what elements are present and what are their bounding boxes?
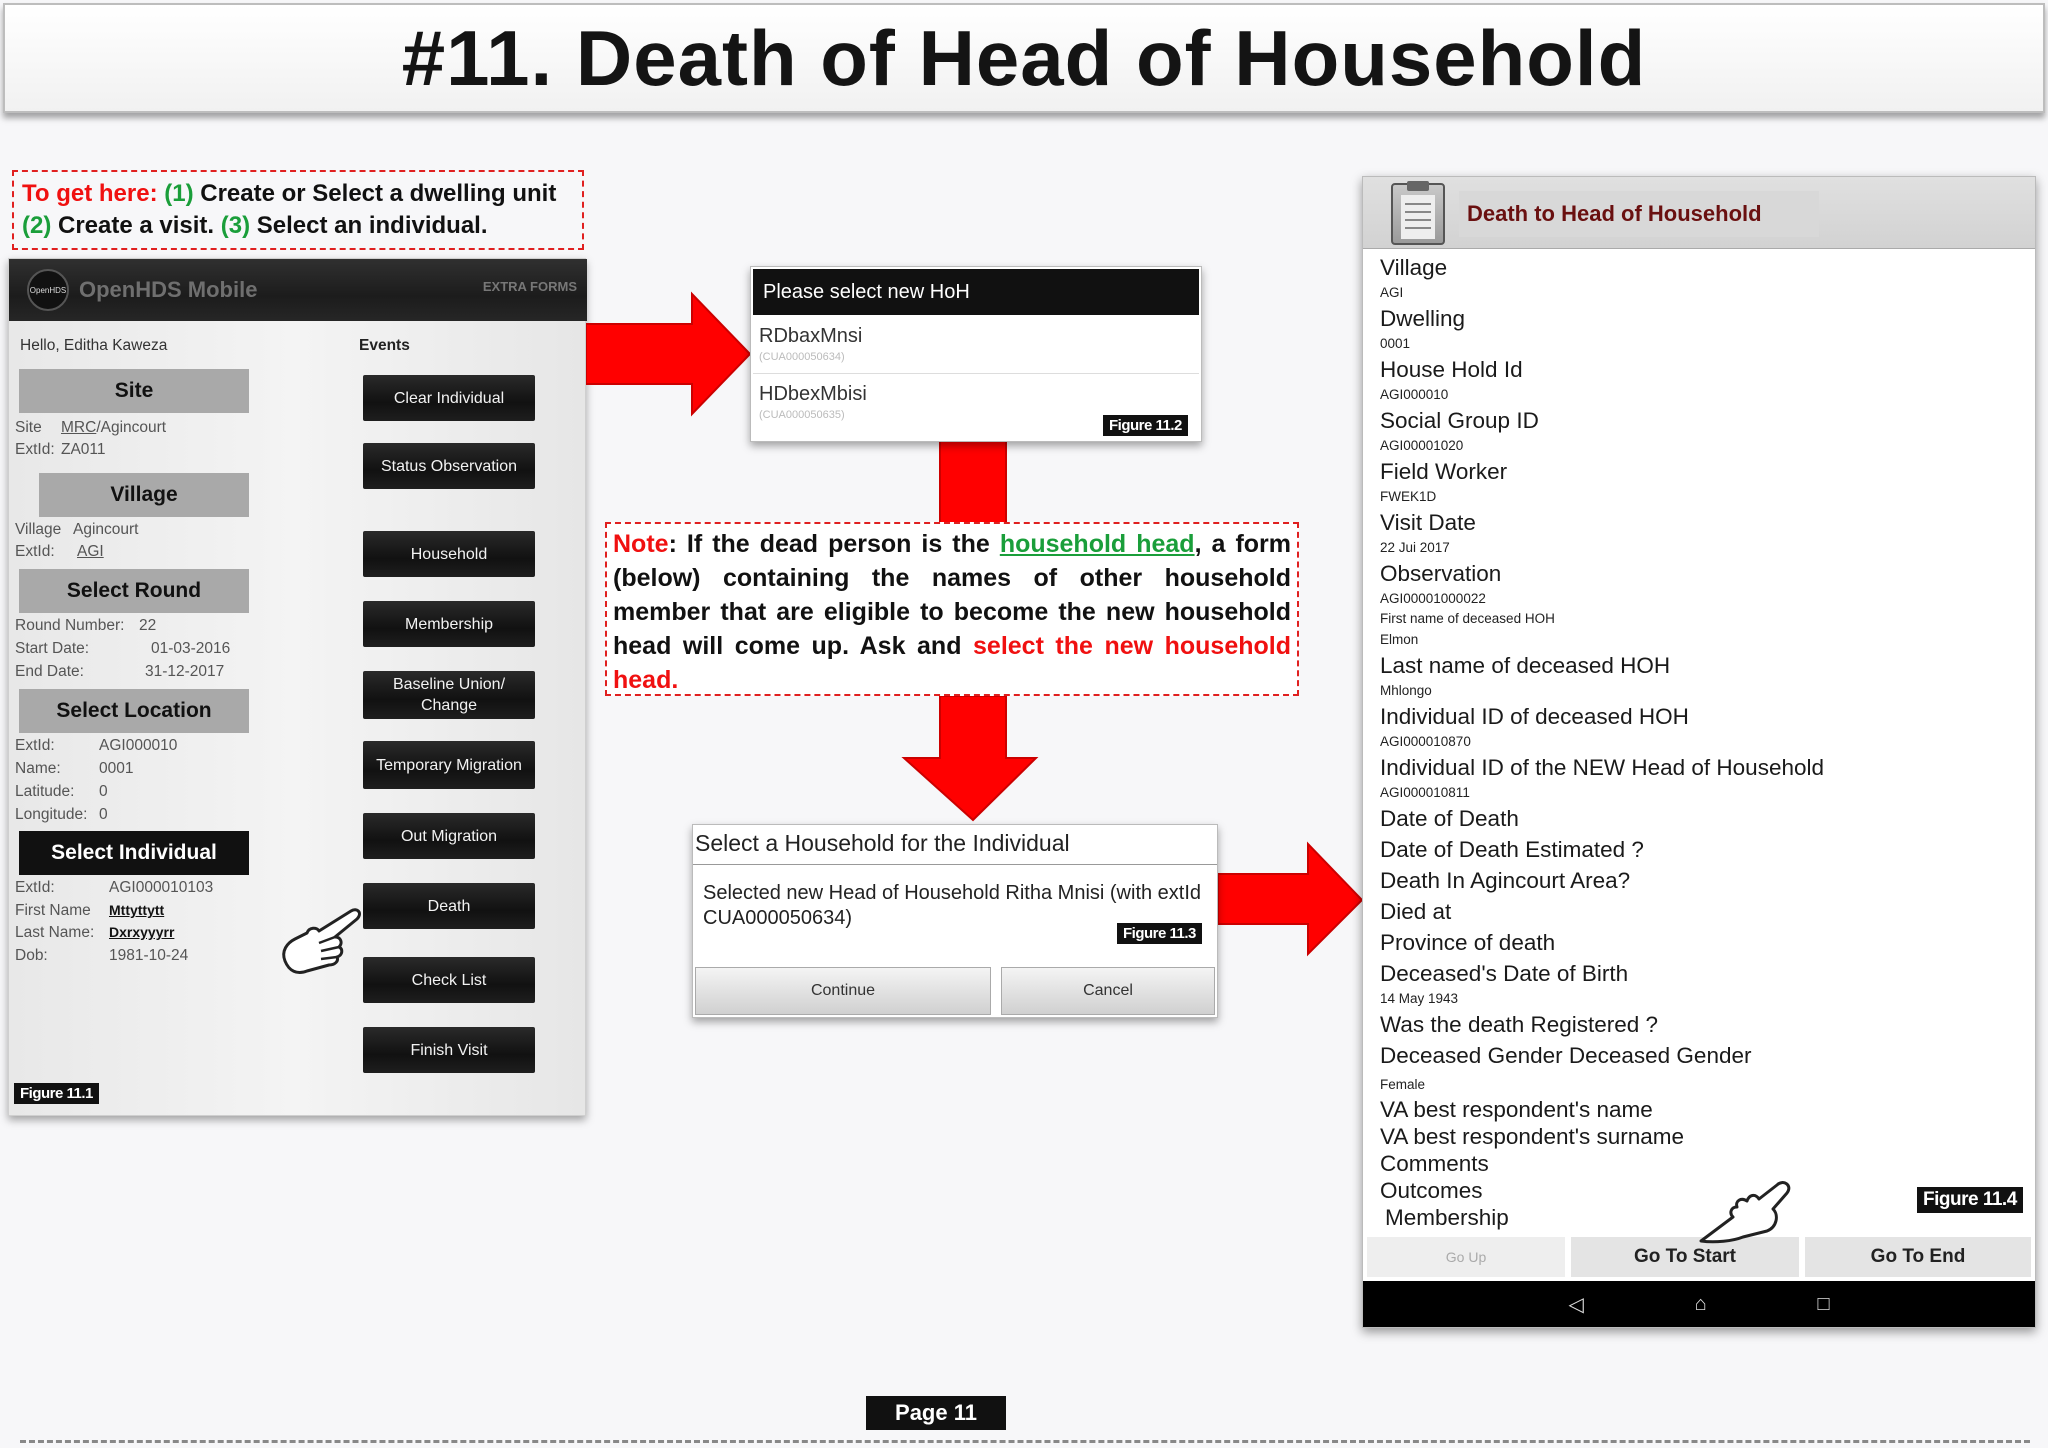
step-number: (2): [22, 212, 52, 239]
field-label: Social Group ID: [1380, 408, 1539, 433]
last-name-row: [15, 924, 175, 942]
cancel-button[interactable]: Cancel: [1001, 967, 1215, 1015]
finish-visit-button[interactable]: Finish Visit: [363, 1027, 535, 1073]
field-value: AGI: [1380, 285, 1404, 300]
back-icon[interactable]: ◁: [1568, 1293, 1584, 1316]
field-value: AGI000010870: [1380, 734, 1471, 749]
site-value-a: MRC: [61, 419, 97, 436]
village-extid-value: AGI: [77, 543, 104, 560]
round-number-label: Round Number:: [15, 617, 125, 634]
select-location-button[interactable]: Select Location: [19, 689, 249, 733]
start-date-value: 01-03-2016: [151, 640, 231, 657]
hoh-option-extid: (CUA000050635): [759, 409, 845, 421]
individual-extid-value: AGI000010103: [109, 879, 214, 896]
site-extid-value: ZA011: [61, 441, 106, 458]
individual-extid-row: [15, 879, 214, 897]
village-row: [15, 521, 139, 539]
dob-label: Dob:: [15, 947, 48, 964]
figure-label: Figure 11.2: [1103, 415, 1188, 436]
latitude-value: 0: [99, 783, 108, 800]
field-label: VA best respondent's name: [1380, 1097, 1653, 1122]
arrow-right-icon: [1218, 840, 1364, 958]
round-number-value: 22: [139, 617, 157, 634]
field-value: AGI00001020: [1380, 438, 1464, 453]
latitude-row: [15, 783, 108, 801]
field-label: Date of Death: [1380, 806, 1519, 831]
field-label: Village: [1380, 255, 1448, 280]
select-individual-button[interactable]: Select Individual: [19, 831, 249, 875]
step-text: Create or Select a dwelling unit: [193, 180, 557, 207]
note-box: [605, 522, 1299, 696]
location-name-label: Name:: [15, 760, 61, 777]
figure-11-3-dialog: [692, 824, 1218, 1018]
page-title: #11. Death of Head of Household: [401, 13, 1647, 102]
site-button[interactable]: Site: [19, 369, 249, 413]
form-title: Death to Head of Household: [1459, 191, 1819, 237]
first-name-label: First Name: [15, 902, 91, 919]
instructions-box: [12, 170, 584, 250]
field-label: Deceased Gender Deceased Gender: [1380, 1043, 1752, 1068]
instructions-prefix: To get here:: [22, 180, 158, 207]
dob-row: [15, 947, 189, 965]
step-number: (3): [220, 212, 251, 239]
status-observation-button[interactable]: Status Observation: [363, 443, 535, 489]
check-list-button[interactable]: Check List: [363, 957, 535, 1003]
baseline-union-change-button[interactable]: Baseline Union/ Change: [363, 671, 535, 719]
figure-label: Figure 11.3: [1117, 923, 1202, 944]
note-text: : If the dead person is the: [668, 530, 1000, 558]
figure-label: Figure 11.4: [1917, 1187, 2023, 1213]
arrow-right-icon: [586, 290, 752, 420]
go-to-end-button[interactable]: Go To End: [1805, 1237, 2031, 1277]
death-button[interactable]: Death: [363, 883, 535, 929]
page-number: Page 11: [866, 1396, 1006, 1430]
dob-value: 1981-10-24: [109, 947, 189, 964]
field-value: AGI000010811: [1380, 785, 1470, 800]
note-text: , a form (below) containing the names of other household member that are eligible to become the new household head will come up. Ask and: [613, 530, 1291, 660]
field-label: Died at: [1380, 899, 1452, 924]
latitude-label: Latitude:: [15, 783, 75, 800]
footer-divider: [20, 1440, 2030, 1443]
step-text: Create a visit.: [51, 212, 221, 239]
location-name-value: 0001: [99, 760, 134, 777]
extra-forms-button[interactable]: EXTRA FORMS: [482, 279, 577, 294]
field-label: Outcomes: [1380, 1178, 1483, 1203]
field-label: Visit Date: [1380, 510, 1476, 535]
field-label: Deceased's Date of Birth: [1380, 961, 1629, 986]
membership-button[interactable]: Membership: [363, 601, 535, 647]
field-label: Observation: [1380, 561, 1502, 586]
pointing-hand-icon: [1693, 1171, 1797, 1247]
field-label: VA best respondent's surname: [1380, 1124, 1685, 1149]
connector-bar-icon: [900, 438, 1050, 524]
longitude-value: 0: [99, 806, 108, 823]
individual-extid-label: ExtId:: [15, 879, 55, 896]
household-head-link: household head: [999, 530, 1195, 558]
step-text: Select an individual.: [250, 212, 488, 239]
round-number-row: [15, 617, 157, 635]
divider: [753, 373, 1199, 374]
site-extid-row: [15, 441, 106, 459]
first-name-value: Mttyttytt: [109, 902, 165, 918]
title-banner: [3, 3, 2045, 113]
location-extid-label: ExtId:: [15, 737, 55, 754]
longitude-row: [15, 806, 108, 824]
village-extid-label: ExtId:: [15, 543, 55, 560]
location-name-row: [15, 760, 134, 778]
field-label: Field Worker: [1380, 459, 1508, 484]
hoh-option[interactable]: HDbexMbisi: [759, 383, 867, 405]
dialog-message: Selected new Head of Household Ritha Mnisi (with extId CUA000050634): [703, 882, 1202, 929]
site-label: Site: [15, 419, 42, 436]
field-label: Death In Agincourt Area?: [1380, 868, 1631, 893]
field-value: 0001: [1380, 336, 1411, 351]
app-logo: OpenHDS: [27, 269, 69, 311]
home-icon[interactable]: ⌂: [1694, 1292, 1707, 1315]
start-date-row: [15, 640, 231, 658]
last-name-value: Dxrxyyyrr: [109, 924, 175, 940]
end-date-value: 31-12-2017: [145, 663, 225, 680]
note-label: Note: [613, 530, 669, 558]
field-label: Individual ID of deceased HOH: [1380, 704, 1689, 729]
pointing-hand-icon: [277, 899, 377, 979]
field-label: Comments: [1380, 1151, 1489, 1176]
site-value-b: /Agincourt: [96, 419, 167, 436]
field-label: Membership: [1385, 1205, 1509, 1230]
field-value: 14 May 1943: [1380, 991, 1459, 1006]
figure-label: Figure 11.1: [14, 1083, 99, 1104]
field-value: Elmon: [1380, 632, 1419, 647]
figure-11-4-form: [1362, 176, 2036, 1328]
note-highlight: select the new household head.: [613, 632, 1291, 694]
last-name-label: Last Name:: [15, 924, 95, 941]
location-extid-value: AGI000010: [99, 737, 178, 754]
field-label: Last name of deceased HOH: [1380, 653, 1671, 678]
field-value: Female: [1380, 1077, 1426, 1092]
clipboard-icon: [1391, 183, 1445, 245]
step-number: (1): [164, 180, 194, 207]
app-title: OpenHDS Mobile: [79, 277, 258, 302]
field-value: AGI00001000022: [1380, 591, 1486, 606]
select-round-button[interactable]: Select Round: [19, 569, 249, 613]
field-label: Was the death Registered ?: [1380, 1012, 1659, 1037]
end-date-label: End Date:: [15, 663, 84, 680]
android-nav-bar: [1363, 1281, 2035, 1327]
clear-individual-button[interactable]: Clear Individual: [363, 375, 535, 421]
figure-11-1-screen: [8, 258, 586, 1116]
field-label: First name of deceased HOH: [1380, 611, 1555, 626]
dialog-header: Select a Household for the Individual: [693, 825, 1217, 865]
arrow-down-icon: [900, 696, 1040, 822]
go-up-button[interactable]: Go Up: [1367, 1237, 1565, 1277]
hoh-option-extid: (CUA000050634): [759, 351, 845, 363]
field-label: Province of death: [1380, 930, 1556, 955]
form-header-bar: [1363, 177, 2035, 249]
go-to-start-button[interactable]: Go To Start: [1571, 1237, 1799, 1277]
field-label: Date of Death Estimated ?: [1380, 837, 1644, 862]
continue-button[interactable]: Continue: [695, 967, 991, 1015]
first-name-row: [15, 902, 165, 920]
greeting: Hello, Editha Kaweza: [20, 337, 168, 354]
start-date-label: Start Date:: [15, 640, 90, 657]
end-date-row: [15, 663, 225, 681]
app-bar: [9, 259, 587, 321]
dialog-header: Please select new HoH: [753, 269, 1199, 315]
site-row: [15, 419, 167, 437]
field-value: Mhlongo: [1380, 683, 1432, 698]
recent-apps-icon[interactable]: □: [1817, 1292, 1830, 1315]
household-button[interactable]: Household: [363, 531, 535, 577]
location-extid-row: [15, 737, 178, 755]
field-value: AGI000010: [1380, 387, 1449, 402]
site-extid-label: ExtId:: [15, 441, 55, 458]
village-button[interactable]: Village: [39, 473, 249, 517]
hoh-option[interactable]: RDbaxMnsi: [759, 325, 863, 347]
temporary-migration-button[interactable]: Temporary Migration: [363, 741, 535, 789]
field-label: Individual ID of the NEW Head of Household: [1380, 755, 1824, 780]
field-value: 22 Jui 2017: [1380, 540, 1450, 555]
events-label: Events: [359, 337, 410, 354]
field-label: House Hold Id: [1380, 357, 1523, 382]
figure-11-2-dialog: [750, 266, 1202, 442]
village-label: Village: [15, 521, 62, 538]
village-value: Agincourt: [73, 521, 139, 538]
out-migration-button[interactable]: Out Migration: [363, 813, 535, 859]
field-label: Dwelling: [1380, 306, 1466, 331]
field-value: FWEK1D: [1380, 489, 1437, 504]
village-extid-row: [15, 543, 104, 561]
longitude-label: Longitude:: [15, 806, 88, 823]
